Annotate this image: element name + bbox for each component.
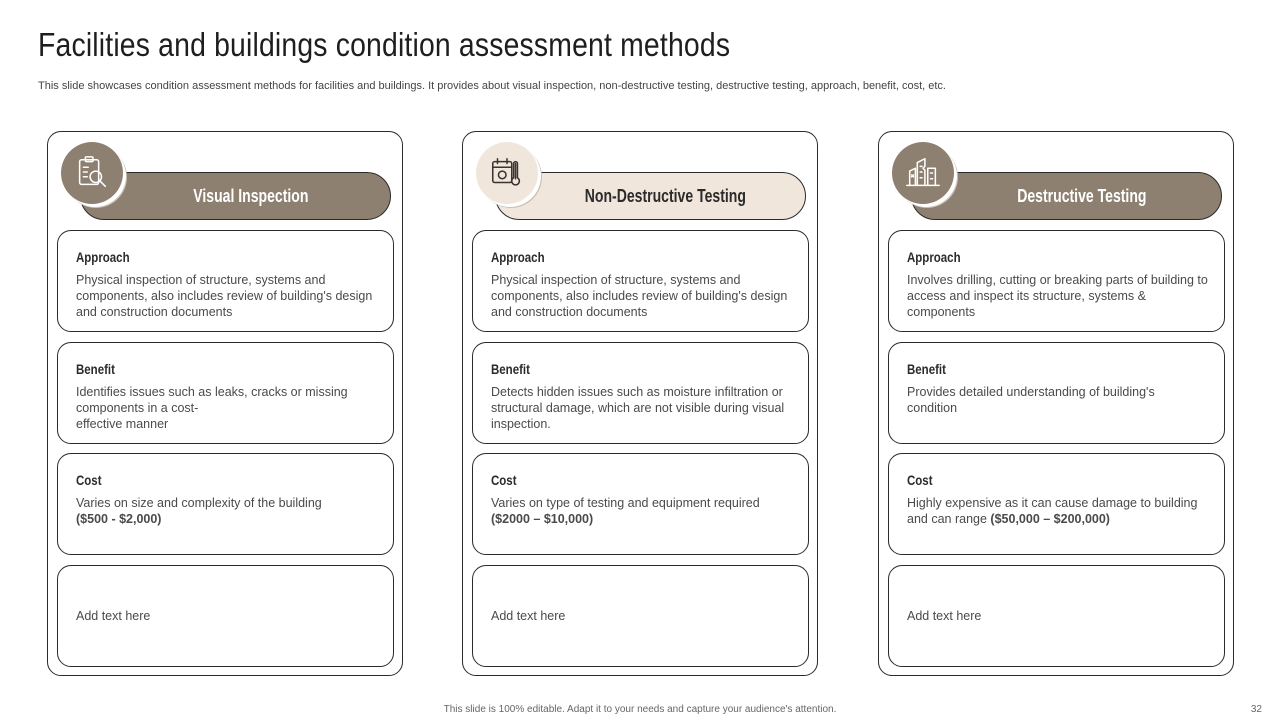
method-heading: Non-Destructive Testing (584, 185, 747, 206)
cost-description: Varies on type of testing and equipment required (491, 496, 760, 510)
method-card-non-destructive-testing (462, 131, 818, 676)
method-card-destructive-testing (878, 131, 1234, 676)
placeholder-text[interactable]: Add text here (76, 609, 151, 623)
benefit-label: Benefit (491, 361, 530, 377)
cost-text (76, 495, 377, 527)
cost-text (491, 495, 792, 527)
cost-box (57, 453, 394, 555)
cost-description: Highly expensive as it can cause damage to building and can range (907, 496, 1198, 526)
placeholder-text[interactable]: Add text here (907, 609, 982, 623)
approach-label: Approach (907, 249, 961, 265)
placeholder-box[interactable] (472, 565, 809, 667)
benefit-label: Benefit (76, 361, 115, 377)
benefit-text: Provides detailed understanding of building's condition (907, 385, 1155, 415)
building-demolition-icon (892, 142, 954, 204)
placeholder-box[interactable] (57, 565, 394, 667)
benefit-text: Detects hidden issues such as moisture infiltration or structural damage, which are not visible during visual inspection. (491, 385, 785, 431)
approach-label: Approach (491, 249, 545, 265)
cost-box (888, 453, 1225, 555)
cost-label: Cost (907, 472, 933, 488)
benefit-box (57, 342, 394, 444)
method-header (911, 172, 1222, 220)
approach-text: Physical inspection of structure, systems and components, also includes review of building's design and construction documents (491, 273, 788, 319)
benefit-box (472, 342, 809, 444)
method-card-visual-inspection (47, 131, 403, 676)
calendar-thermometer-icon (476, 142, 538, 204)
placeholder-box[interactable] (888, 565, 1225, 667)
cost-label: Cost (76, 472, 102, 488)
page-number: 32 (1250, 704, 1262, 715)
method-header (80, 172, 391, 220)
benefit-text: Identifies issues such as leaks, cracks or missing components in a cost- effective manner (76, 385, 348, 431)
inspection-clipboard-icon (61, 142, 123, 204)
approach-label: Approach (76, 249, 130, 265)
slide-title: Facilities and buildings condition assessment methods (38, 26, 731, 63)
cost-amount: ($2000 – $10,000) (491, 512, 594, 526)
method-heading: Destructive Testing (1016, 185, 1147, 206)
method-header (495, 172, 806, 220)
cost-label: Cost (491, 472, 517, 488)
benefit-box (888, 342, 1225, 444)
cost-amount: ($500 - $2,000) (76, 512, 162, 526)
approach-box (472, 230, 809, 332)
approach-text: Physical inspection of structure, systems and components, also includes review of building's design and construction documents (76, 273, 373, 319)
cost-text (907, 495, 1208, 527)
approach-box (57, 230, 394, 332)
method-heading: Visual Inspection (192, 185, 309, 206)
approach-box (888, 230, 1225, 332)
cost-amount: ($50,000 – $200,000) (990, 512, 1110, 526)
cost-box (472, 453, 809, 555)
placeholder-text[interactable]: Add text here (491, 609, 566, 623)
cost-description: Varies on size and complexity of the building (76, 496, 322, 510)
approach-text: Involves drilling, cutting or breaking parts of building to access and inspect its structure, systems & components (907, 273, 1208, 319)
benefit-label: Benefit (907, 361, 946, 377)
slide-subtitle: This slide showcases condition assessment methods for facilities and buildings. It provides about visual inspection, non-destructive testing, destructive testing, approach, benefit, cost, etc. (38, 80, 946, 92)
footer-note: This slide is 100% editable. Adapt it to your needs and capture your audience's attention. (443, 704, 837, 715)
